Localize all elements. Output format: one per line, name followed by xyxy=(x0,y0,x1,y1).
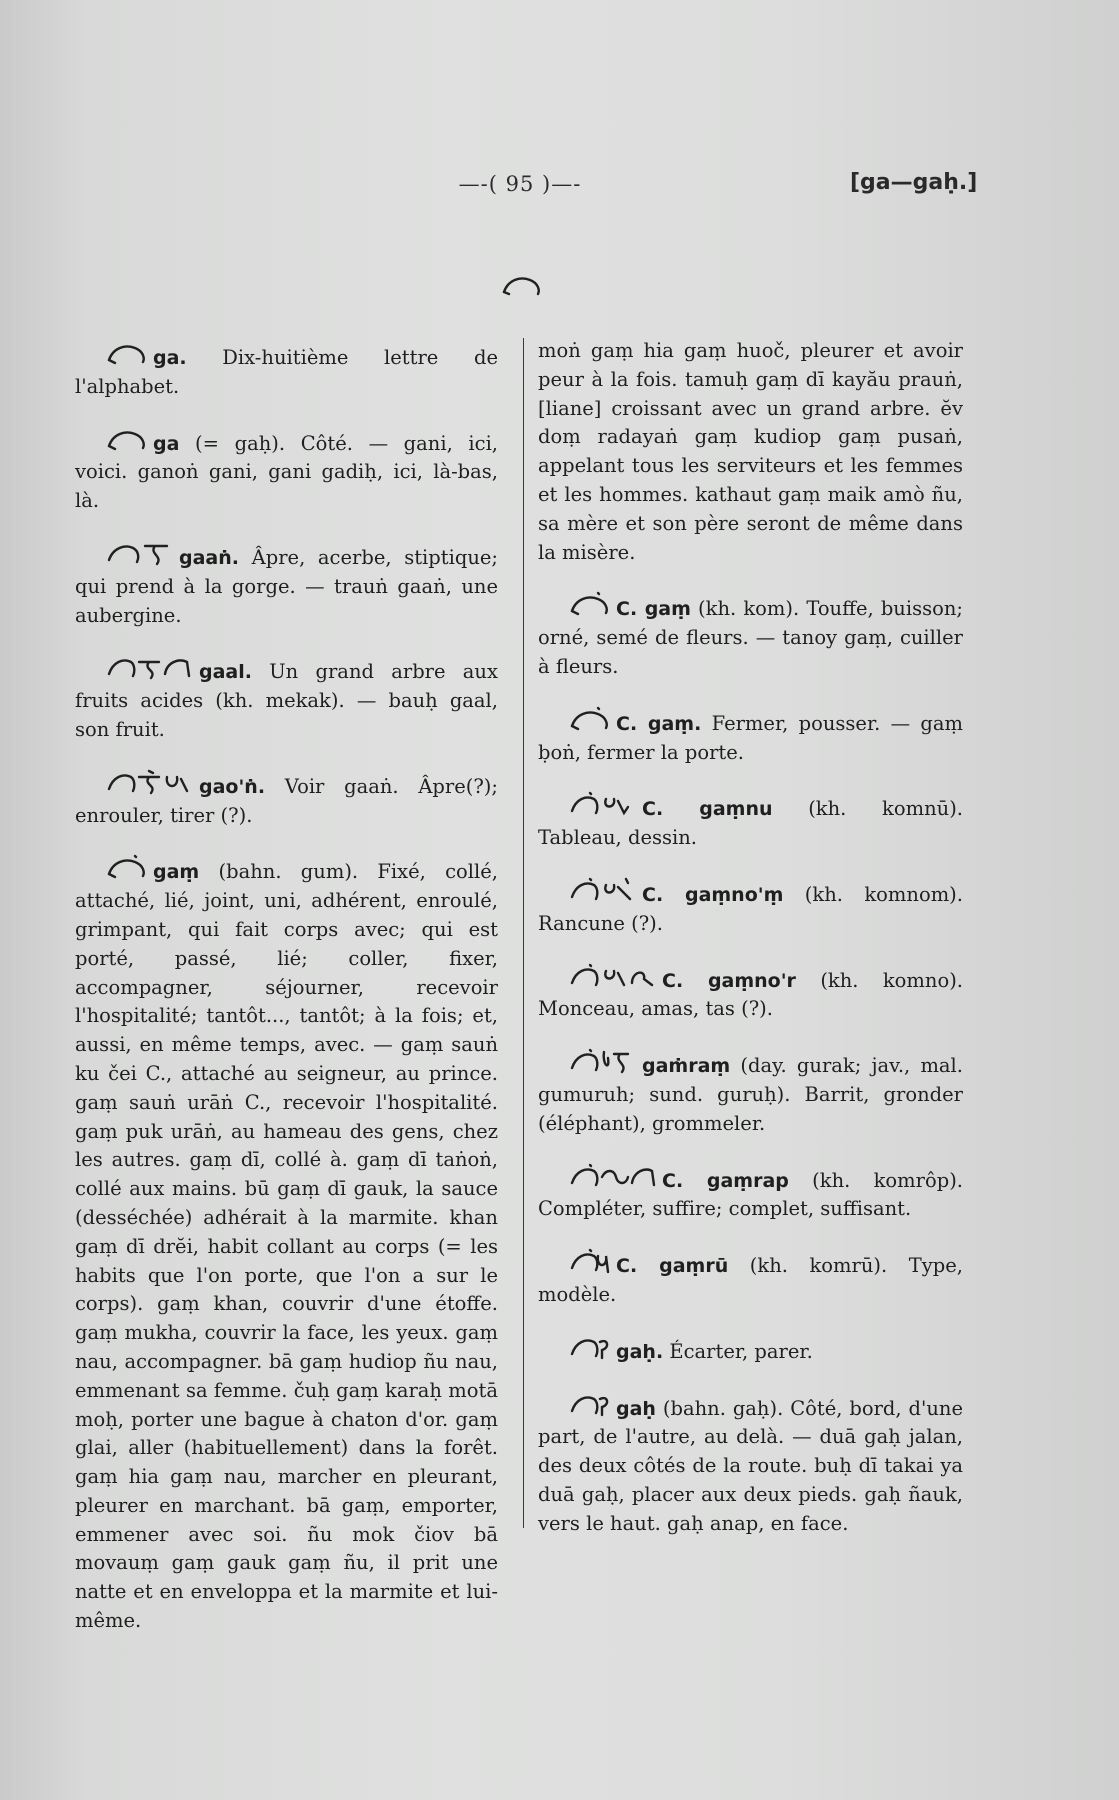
definition: Voir gaaṅ. Âpre(?); enrouler, tirer (?). xyxy=(75,774,498,827)
column-divider xyxy=(523,338,524,1528)
definition: (kh. komno). Monceau, amas, tas (?). xyxy=(538,968,964,1021)
entry-c-gam-kom xyxy=(538,591,963,681)
cham-script-icon xyxy=(105,426,147,452)
cham-script-icon xyxy=(105,654,193,680)
cham-script-icon xyxy=(105,540,173,566)
headword: gaḥ xyxy=(616,1397,656,1420)
definition: (kh. kom). Touffe, buisson; orné, semé de fleurs. — tanoy gaṃ, cuiller à fleurs. xyxy=(538,597,963,678)
cham-script-icon xyxy=(105,854,147,880)
headword: C. gaṃnu xyxy=(642,798,773,821)
headword: gao'ṅ. xyxy=(199,775,266,798)
entry-gamram xyxy=(538,1048,963,1138)
headword: ga. xyxy=(153,347,187,369)
section-letter-glyph-icon xyxy=(500,272,545,298)
cham-script-icon xyxy=(568,1048,636,1074)
definition: (bahn. gaḥ). Côté, bord, d'une part, de l'autre, au delà. — duā gaḥ jalan, des deux côtés de la route. buḥ dī takai ya duā gaḥ, placer aux deux pieds. gaḥ ñauk, vers le haut. gaḥ anap, en face. xyxy=(538,1396,963,1535)
definition: Dix-huitième lettre de l'alphabet. xyxy=(75,346,498,398)
cham-script-icon xyxy=(568,1163,656,1189)
entry-c-gamnu xyxy=(538,791,963,853)
entry-gaan xyxy=(75,540,498,630)
entry-ga xyxy=(75,426,498,516)
headword: ga xyxy=(153,432,180,455)
definition: moṅ gaṃ hia gaṃ huoč, pleurer et avoir peur à la fois. tamuḥ gaṃ dī kayău prauṅ, [liane] croissant avec un grand arbre. ĕv doṃ radayaṅ gaṃ kudiop gaṃ pusaṅ, appelant tous les serviteurs et les femmes et les hommes. kathaut gaṃ maik amò ñu, sa mère et son père seront de même dans la misère. xyxy=(538,339,963,564)
definition: (kh. komrôp). Compléter, suffire; complet, suffisant. xyxy=(538,1168,964,1221)
headword: gaḥ. xyxy=(616,1340,664,1363)
definition: Fermer, pousser. — gaṃ ḅoṅ, fermer la porte. xyxy=(538,711,964,764)
definition: (bahn. gum). Fixé, collé, attaché, lié, joint, uni, adhérent, enroulé, grimpant, qui fait corps avec; qui est porté, passé, lié; coller, fixer, accompagner, séjourner, recevoir l'hospitalité; tantôt..., tantôt; à la fois; et, aussi, en même temps, avec. — gaṃ sauṅ ku čei C., attaché au seigneur, au prince. gaṃ sauṅ urāṅ C., recevoir l'hospitalité. gaṃ puk urāṅ, au hameau des gens, chez les autres. gaṃ dī, collé à. gaṃ dī taṅoṅ, collé aux mains. bū gaṃ dī gauk, la sauce (desséchée) adhérait à la marmite. khan gaṃ dī drĕi, habit collant au corps (= les habits que l'on porte, que l'on a sur le corps). gaṃ khan, couvrir d'une étoffe. gaṃ mukha, couvrir la face, les yeux. gaṃ nau, accompagner. bā gaṃ hudiop ñu nau, emmenant sa femme. čuḥ gaṃ karaḥ motā moḥ, porter une bague à chaton d'or. gaṃ glai, aller (habituellement) dans la forêt. gaṃ hia gaṃ nau, marcher en pleurant, pleurer en marchant. bā gaṃ, emporter, emmener avec soi. ñu mok čiov bā movauṃ gaṃ gauk gaṃ ñu, il prit une natte et en enveloppa et la marmite et lui-même. xyxy=(75,860,499,1633)
page-range-header: [ga—gaḥ.] xyxy=(850,170,978,195)
headword: C. gaṃ xyxy=(616,598,691,621)
definition: (kh. komrū). Type, modèle. xyxy=(538,1254,963,1306)
cham-script-icon xyxy=(568,591,610,617)
page-number: —-( 95 )—- xyxy=(458,172,582,196)
definition: (kh. komnū). Tableau, dessin. xyxy=(538,797,963,850)
entry-gah-cote xyxy=(538,1391,963,1539)
definition: (= gaḥ). Côté. — gani, ici, voici. ganoṅ gani, gani gadiḥ, ici, là-bas, là. xyxy=(75,431,498,513)
cham-script-icon xyxy=(568,1391,610,1417)
headword: gaal. xyxy=(199,661,252,684)
cham-script-icon xyxy=(105,769,193,795)
entry-c-gamru xyxy=(538,1248,963,1310)
definition: (kh. komnom). Rancune (?). xyxy=(538,882,963,935)
headword: C. gaṃrū xyxy=(616,1255,729,1278)
cham-script-icon xyxy=(568,1334,610,1360)
entry-c-gam-fermer xyxy=(538,706,963,768)
left-column xyxy=(75,340,498,1660)
entry-c-gamnom xyxy=(538,877,963,939)
definition: Écarter, parer. xyxy=(669,1339,813,1363)
definition: Un grand arbre aux fruits acides (kh. mekak). — bauḥ gaal, son fruit. xyxy=(75,660,498,741)
headword: C. gaṃrap xyxy=(662,1169,789,1192)
entry-gam xyxy=(75,854,498,1636)
definition: (day. gurak; jav., mal. gumuruh; sund. guruḥ). Barrit, gronder (éléphant), grommeler. xyxy=(538,1054,963,1135)
entry-c-gamrap xyxy=(538,1163,963,1225)
cham-script-icon xyxy=(568,791,636,817)
cham-script-icon xyxy=(568,963,656,989)
right-column xyxy=(538,337,963,1563)
entry-gaal xyxy=(75,654,498,744)
entry-c-gamnor xyxy=(538,963,963,1025)
cham-script-icon xyxy=(568,1248,610,1274)
cham-script-icon xyxy=(568,706,610,732)
definition: Âpre, acerbe, stiptique; qui prend à la gorge. — trauṅ gaaṅ, une aubergine. xyxy=(75,545,498,627)
entry-ga-letter xyxy=(75,340,498,402)
entry-gaon xyxy=(75,769,498,831)
headword: gaṁraṃ xyxy=(642,1055,731,1078)
headword: gaaṅ. xyxy=(179,546,239,569)
cham-script-icon xyxy=(568,877,636,903)
headword: C. gaṃno'r xyxy=(662,969,796,992)
cham-script-icon xyxy=(105,340,147,366)
headword: gaṃ xyxy=(153,861,200,884)
entry-gam-continued xyxy=(538,337,963,567)
headword: C. gaṃno'ṃ xyxy=(642,883,784,906)
headword: C. gaṃ. xyxy=(616,712,702,735)
entry-gah-ecarter xyxy=(538,1334,963,1367)
